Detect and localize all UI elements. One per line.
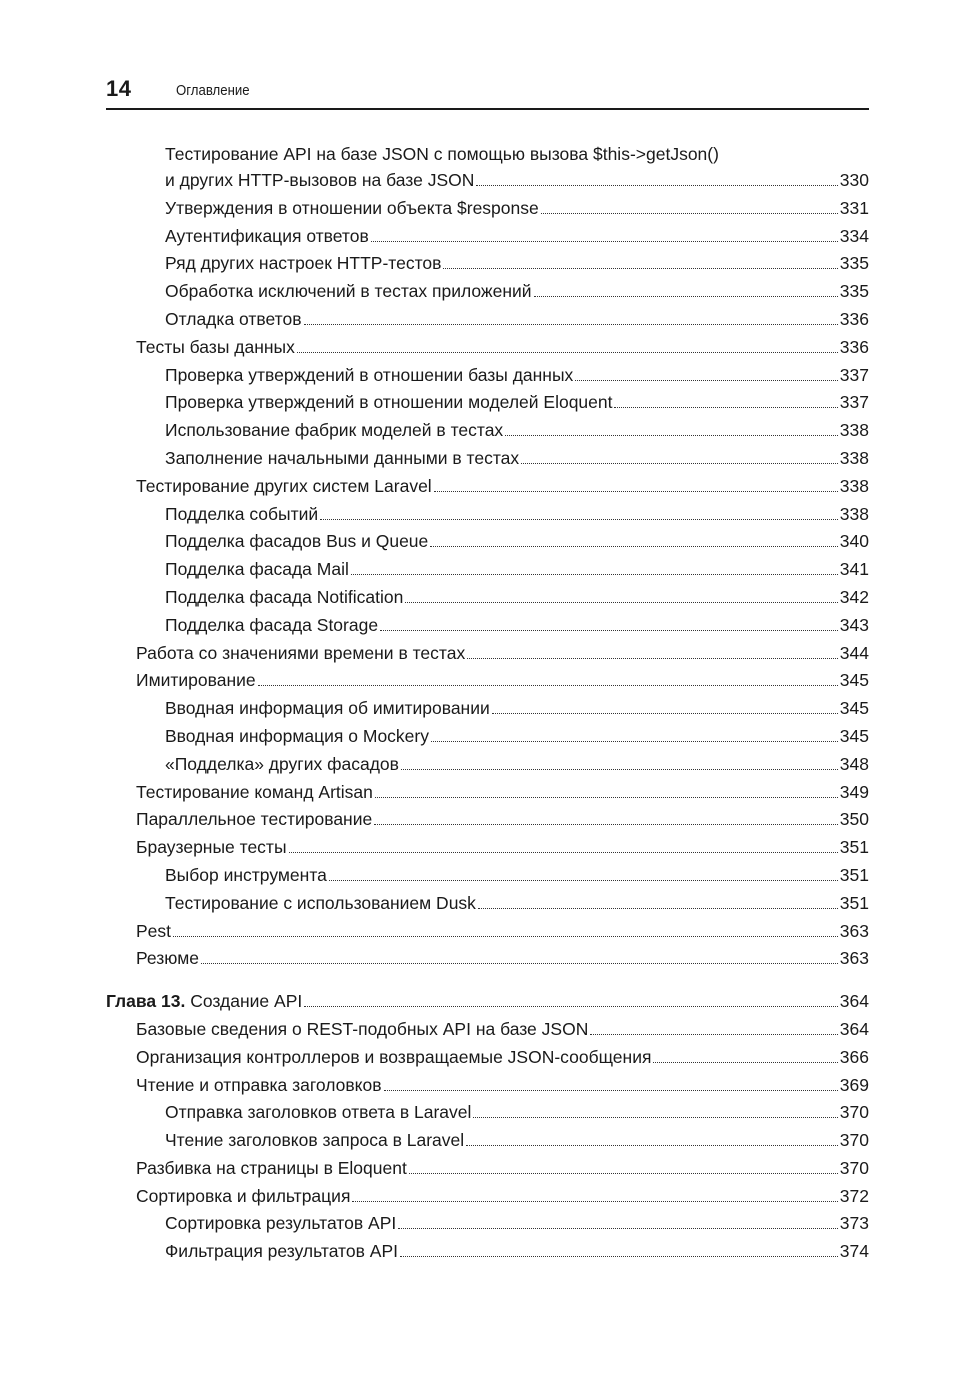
dot-leader: [304, 324, 838, 325]
toc-entry-title: Чтение и отправка заголовков: [136, 1074, 382, 1095]
toc-entry: [106, 281, 869, 309]
toc-entry-title: Вводная информация о Mockery: [165, 725, 429, 746]
toc-entry-title: Ряд других настроек HTTP-тестов: [165, 253, 442, 274]
dot-leader: [352, 1201, 837, 1202]
toc-entry: [106, 253, 869, 281]
toc-entry: [106, 337, 869, 365]
toc-entry: [106, 392, 869, 420]
toc-page-number: 366: [839, 1046, 869, 1067]
toc-entry: [106, 865, 869, 893]
dot-leader: [443, 268, 837, 269]
toc-entry: [106, 420, 869, 448]
toc-page-number: 370: [839, 1157, 869, 1178]
toc-entry: [106, 1158, 869, 1186]
toc-entry: [106, 921, 869, 949]
toc-entry-title: Параллельное тестирование: [136, 809, 373, 830]
toc-entry-title: Заполнение начальными данными в тестах: [165, 447, 520, 468]
toc-page-number: 337: [839, 364, 869, 385]
toc-page-number: 348: [839, 753, 869, 774]
toc-page-number: 373: [839, 1213, 869, 1234]
toc-entry-title: Отладка ответов: [165, 308, 302, 329]
toc-page-number: 374: [839, 1241, 869, 1262]
dot-leader: [466, 1145, 838, 1146]
toc-page-number: 338: [839, 420, 869, 441]
page-header: [106, 74, 869, 110]
toc-entry-title: Резюме: [136, 948, 199, 969]
toc-page-number: 349: [839, 781, 869, 802]
dot-leader: [400, 1256, 838, 1257]
toc-entry: [106, 615, 869, 643]
toc-entry-title: Подделка фасада Storage: [165, 614, 379, 635]
toc-entry: [106, 504, 869, 532]
toc-page-number: 331: [839, 197, 869, 218]
dot-leader: [384, 1090, 838, 1091]
toc-entry-title: Чтение заголовков запроса в Laravel: [165, 1130, 465, 1151]
running-title: Оглавление: [176, 82, 250, 99]
toc-entry: [106, 587, 869, 615]
dot-leader: [505, 435, 838, 436]
toc-page-number: 370: [839, 1102, 869, 1123]
toc-entry-title: Сортировка и фильтрация: [136, 1185, 351, 1206]
toc-entry: [106, 1186, 869, 1214]
table-of-contents: [106, 144, 869, 1269]
dot-leader: [380, 630, 838, 631]
dot-leader: [430, 546, 838, 547]
dot-leader: [329, 880, 838, 881]
toc-entry: [106, 837, 869, 865]
toc-page-number: 345: [839, 670, 869, 691]
dot-leader: [304, 1006, 838, 1007]
toc-page-number: 336: [839, 336, 869, 357]
toc-entry-title: Тестирование команд Artisan: [136, 781, 373, 802]
chapter-label: Глава 13.: [106, 991, 186, 1012]
toc-entry: [106, 1102, 869, 1130]
toc-page-number: 340: [839, 531, 869, 552]
toc-entry-title: Разбивка на страницы в Eloquent: [136, 1157, 407, 1178]
toc-entry: [106, 1075, 869, 1103]
toc-page-number: 351: [839, 892, 869, 913]
toc-entry: [106, 1019, 869, 1047]
toc-entry-title: Выбор инструмента: [165, 864, 327, 885]
dot-leader: [405, 602, 837, 603]
toc-chapter-entry: [106, 991, 869, 1019]
dot-leader: [258, 685, 838, 686]
toc-entry-title: Утверждения в отношении объекта $response: [165, 197, 539, 218]
toc-entry: [106, 1130, 869, 1158]
toc-entry: [106, 698, 869, 726]
dot-leader: [492, 713, 838, 714]
toc-page-number: 345: [839, 725, 869, 746]
dot-leader: [473, 1117, 837, 1118]
toc-page-number: 364: [839, 1018, 869, 1039]
toc-entry-title: Вводная информация об имитировании: [165, 698, 490, 719]
toc-entry: [106, 754, 869, 782]
toc-page-number: 341: [839, 559, 869, 580]
toc-page-number: 363: [839, 948, 869, 969]
toc-entry: [106, 1241, 869, 1269]
toc-entry: [106, 1213, 869, 1241]
toc-page-number: 338: [839, 447, 869, 468]
toc-entry-title: [106, 991, 302, 1012]
toc-page-number: 351: [839, 864, 869, 885]
toc-entry: [106, 226, 869, 254]
dot-leader: [653, 1062, 837, 1063]
toc-entry: [106, 476, 869, 504]
toc-page-number: 330: [839, 170, 869, 190]
toc-page-number: 338: [839, 475, 869, 496]
dot-leader: [614, 407, 837, 408]
dot-leader: [575, 380, 838, 381]
dot-leader: [371, 241, 838, 242]
toc-entry-title: Тестирование с использованием Dusk: [165, 892, 476, 913]
toc-entry-title: и других HTTP-вызовов на базе JSON: [165, 170, 475, 190]
dot-leader: [431, 741, 838, 742]
toc-page-number: 370: [839, 1130, 869, 1151]
toc-entry-title: Использование фабрик моделей в тестах: [165, 420, 504, 441]
toc-page-number: 350: [839, 809, 869, 830]
toc-page-number: 351: [839, 837, 869, 858]
toc-entry: [106, 531, 869, 559]
toc-page-number: 335: [839, 281, 869, 302]
dot-leader: [541, 213, 838, 214]
toc-entry-title: Подделка фасадов Bus и Queue: [165, 531, 429, 552]
toc-entry-title: Проверка утверждений в отношении базы данных: [165, 364, 574, 385]
toc-entry: [106, 170, 869, 198]
toc-entry: [106, 782, 869, 810]
toc-entry-title: Проверка утверждений в отношении моделей Eloquent: [165, 392, 613, 413]
toc-entry-title: Подделка фасада Notification: [165, 586, 404, 607]
dot-leader: [173, 936, 838, 937]
toc-page-number: 342: [839, 586, 869, 607]
page-number: 14: [106, 76, 132, 101]
dot-leader: [374, 824, 838, 825]
toc-entry: [106, 670, 869, 698]
toc-page-number: 344: [839, 642, 869, 663]
toc-entry-title: Аутентификация ответов: [165, 225, 369, 246]
toc-page-number: 372: [839, 1185, 869, 1206]
dot-leader: [289, 852, 838, 853]
dot-leader: [398, 1228, 838, 1229]
dot-leader: [476, 185, 837, 186]
toc-entry-title: Базовые сведения о REST-подобных API на базе JSON: [136, 1018, 589, 1039]
toc-entry: [106, 198, 869, 226]
dot-leader: [467, 658, 838, 659]
toc-page-number: 363: [839, 920, 869, 941]
toc-entry-title: Имитирование: [136, 670, 256, 691]
toc-entry-title: Тесты базы данных: [136, 336, 295, 357]
dot-leader: [320, 519, 838, 520]
toc-entry: [106, 365, 869, 393]
toc-entry: [106, 309, 869, 337]
toc-entry-title: Фильтрация результатов API: [165, 1241, 398, 1262]
toc-entry-title: Отправка заголовков ответа в Laravel: [165, 1102, 472, 1123]
toc-page-number: 369: [839, 1074, 869, 1095]
toc-entry: [106, 559, 869, 587]
toc-page-number: 337: [839, 392, 869, 413]
toc-entry-title: Браузерные тесты: [136, 837, 287, 858]
toc-entry: [106, 643, 869, 671]
toc-entry-title: Организация контроллеров и возвращаемые JSON-сообщения: [136, 1046, 652, 1067]
toc-entry: [106, 144, 869, 170]
dot-leader: [521, 463, 838, 464]
dot-leader: [297, 352, 838, 353]
toc-page-number: 335: [839, 253, 869, 274]
toc-entry: [106, 893, 869, 921]
toc-entry: [106, 1047, 869, 1075]
toc-entry-title: Обработка исключений в тестах приложений: [165, 281, 532, 302]
dot-leader: [409, 1173, 838, 1174]
toc-entry-title: Сортировка результатов API: [165, 1213, 397, 1234]
dot-leader: [434, 491, 838, 492]
dot-leader: [401, 769, 838, 770]
toc-entry-title: Подделка фасада Mail: [165, 559, 349, 580]
toc-entry: [106, 726, 869, 754]
dot-leader: [201, 963, 838, 964]
toc-entry-title: Работа со значениями времени в тестах: [136, 642, 466, 663]
toc-entry: [106, 448, 869, 476]
toc-entry-title: Тестирование API на базе JSON с помощью вызова $this->getJson(): [165, 144, 719, 164]
toc-entry: [106, 948, 869, 976]
dot-leader: [351, 574, 838, 575]
dot-leader: [375, 797, 838, 798]
toc-page-number: 334: [839, 225, 869, 246]
toc-entry: [106, 809, 869, 837]
toc-entry-title: Тестирование других систем Laravel: [136, 475, 432, 496]
toc-entry-title: Pest: [136, 920, 172, 941]
dot-leader: [478, 908, 838, 909]
chapter-title: Создание API: [190, 991, 303, 1012]
toc-entry-title: «Подделка» других фасадов: [165, 753, 399, 774]
toc-page-number: 336: [839, 308, 869, 329]
dot-leader: [534, 296, 838, 297]
toc-entry-title: Подделка событий: [165, 503, 319, 524]
toc-page-number: 343: [839, 614, 869, 635]
dot-leader: [590, 1034, 837, 1035]
toc-page-number: 364: [839, 991, 869, 1012]
toc-page-number: 345: [839, 698, 869, 719]
toc-page-number: 338: [839, 503, 869, 524]
